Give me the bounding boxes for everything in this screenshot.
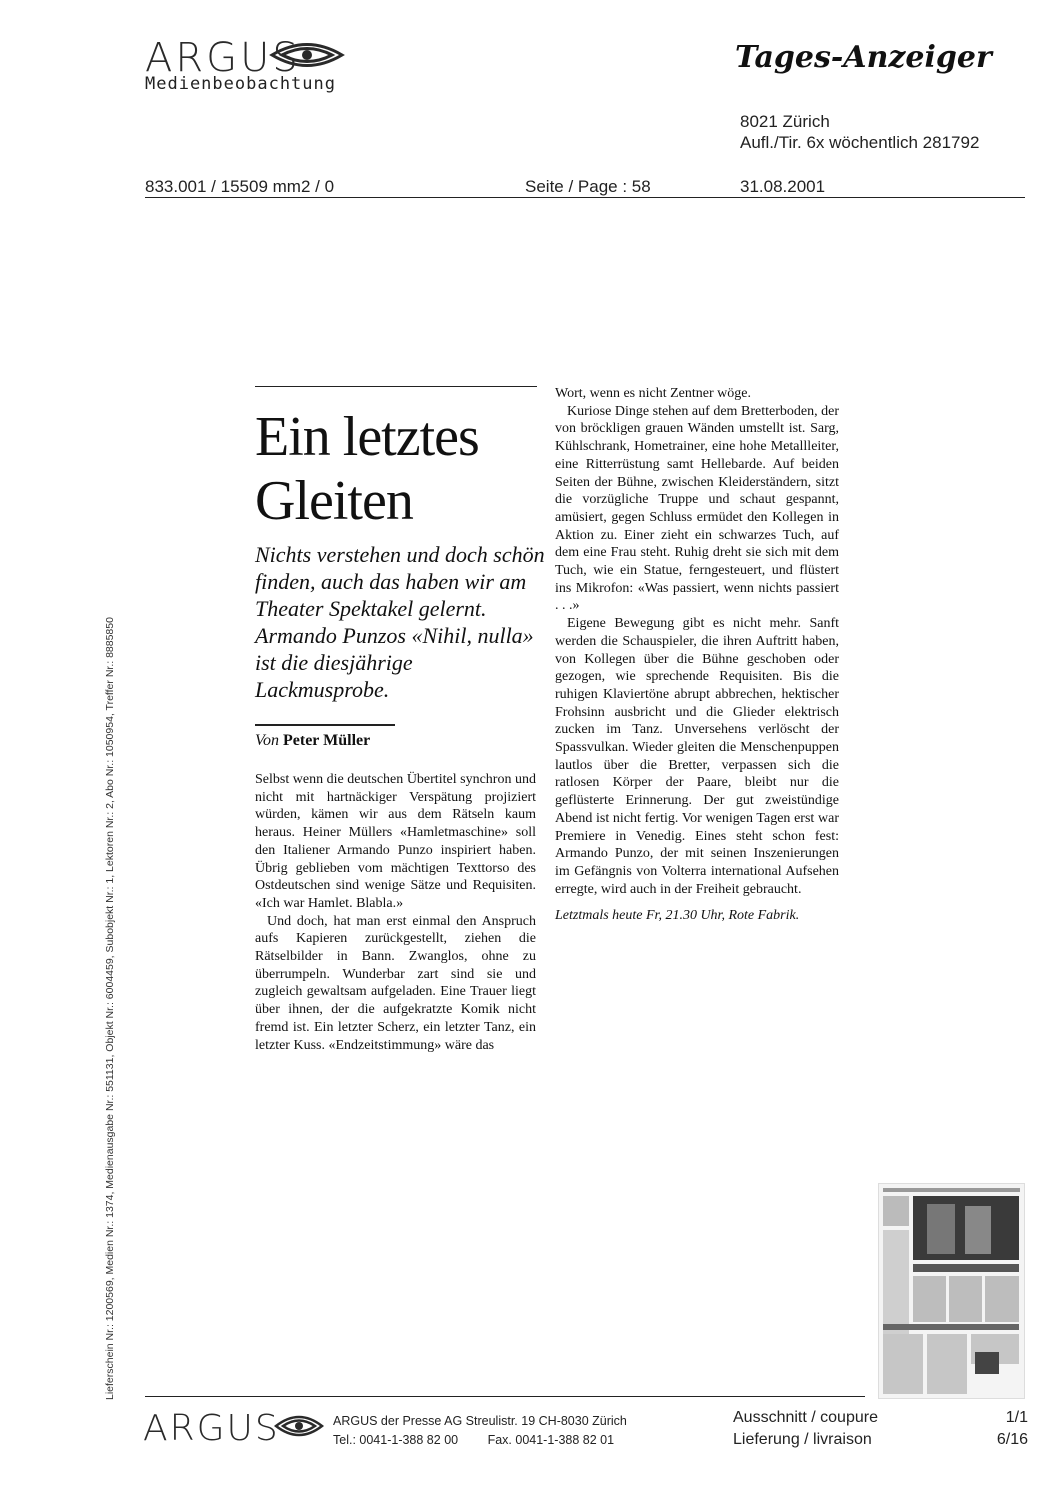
argus-logo: ARGUS xyxy=(145,35,301,81)
byline-author: Peter Müller xyxy=(283,732,371,749)
article-headline xyxy=(255,405,545,533)
byline-prefix: Von xyxy=(255,732,279,749)
column-top-rule xyxy=(255,386,537,387)
page-thumbnail xyxy=(878,1183,1025,1399)
footer-fax: Fax. 0041-1-388 82 01 xyxy=(487,1433,615,1447)
article-column-2 xyxy=(555,385,839,925)
article-lead: Nichts verstehen und doch schön finden, auch das haben wir am Theater Spektakel gelernt. Armando Punzos «Nihil, nulla» ist die diesjährige Lackmusprobe. xyxy=(255,542,545,702)
headline-line-2: Gleiten xyxy=(255,470,413,532)
paragraph: Eigene Bewegung gibt es nicht mehr. Sanft werden die Schauspieler, die ihren Auftritt haben, von Kollegen über die Bühne geschoben oder gezogen, wie sprechende Requisiten. Bis die ruhigen Klaviertöne abrupt abbrechen, hektischer Frohsinn ausbricht und die Glieder elektrisch zucken im Tanz. Unversehens verlöscht der Spassvulkan. Wieder gleiten die Menschenpuppen lautlos über die Bretter, verpassen sich die ratlosen Körper der Paare, bleibt nur die geflüsterte Erinnerung. Der gut zweistündige Abend ist nicht fertig. Vor wenigen Tagen erst war Premiere in Venedig. Eines steht schon fest: Armando Punzo, der mit seinen Inszenierungen im Gefängnis von Volterra international Aufsehen erregte, wird auch in der Freiheit gebraucht. xyxy=(555,616,839,897)
footer-contact xyxy=(333,1433,640,1447)
delivery-count: 6/16 xyxy=(996,1431,1028,1448)
thumbnail-image xyxy=(879,1184,1024,1398)
argus-subtitle: Medienbeobachtung xyxy=(145,74,336,94)
newspaper-name: Tages-Anzeiger xyxy=(735,40,992,75)
cut-count: 1/1 xyxy=(1005,1409,1028,1426)
footer-eye-logo-icon xyxy=(274,1412,324,1440)
article-column-1 xyxy=(255,771,536,1054)
newspaper-city: 8021 Zürich xyxy=(740,112,830,131)
performance-info: Letztmals heute Fr, 21.30 Uhr, Rote Fabrik. xyxy=(555,908,800,924)
delivery-metadata: Lieferschein Nr.: 1200569, Medien Nr.: 1374, Medienausgabe Nr.: 551131, Objekt Nr.: 6004459, Subobjekt Nr.: 1, Lektoren Nr.: 2, Abo Nr.: 1050954, Treffer Nr.: 8885850 xyxy=(104,617,116,1400)
paragraph: Kuriose Dinge stehen auf dem Bretterboden, der von bröckligen grauen Wänden umstellt ist. Sarg, Kühlschrank, Hometrainer, eine hohe Metallleiter, eine Ritterrüstung samt Hellebarde. Auf beiden Seiten der Bühne, zwischen Kleiderständern, sitzt die vorzügliche Truppe und schaut gespannt, amüsiert, gegen Schluss ermüdet den Kollegen in Aktion zu. Einer zieht ein schwarzes Tuch, auf dem eine Frau steht. Ruhig dreht sie sich mit dem Tuch, wie ein Statue, ferngesteuert, und flüstert ins Mikrofon: «Was passiert, wenn nichts passiert . . .» xyxy=(555,403,839,614)
paragraph: Und doch, hat man erst einmal den Anspruch aufs Kapieren zurückgestellt, ziehen die Rätselbilder in Bann. Zwanglos, ohne zu überrumpeln. Wunderbar zart sind sie und zugleich gewaltsam aufgeladen. Eine Trauer liegt über ihnen, der die aufgekratzte Komik nicht fremd ist. Ein letzter Scherz, ein letzter Tanz, ein letzter Kuss. «Endzeitstimmung» wäre das xyxy=(255,913,536,1053)
clip-reference: 833.001 / 15509 mm2 / 0 xyxy=(145,177,335,196)
eye-logo-icon xyxy=(268,40,346,70)
headline-line-1: Ein letztes xyxy=(255,406,479,468)
newspaper-logo xyxy=(735,40,992,75)
clip-date: 31.08.2001 xyxy=(740,177,826,196)
paragraph: Selbst wenn die deutschen Übertitel synchron und nicht mit hartnäckiger Verspätung projiziert würden, kämen wir aus dem Rätseln kaum heraus. Heiner Müllers «Hamletmaschine» soll den Italiener Armando Punzo inspiriert haben. Übrig geblieben vom mächtigen Texttorso des Ostdeutschen sind wenige Sätze und Requisiten. «Ich war Hamlet. Blabla.» xyxy=(255,772,536,911)
byline xyxy=(255,732,370,750)
newspaper-circulation: Aufl./Tir. 6x wöchentlich 281792 xyxy=(740,133,980,152)
delivery-label: Lieferung / livraison xyxy=(733,1431,872,1448)
footer-argus-logo: ARGUS xyxy=(143,1408,280,1449)
paragraph: Wort, wenn es nicht Zentner wöge. xyxy=(555,386,751,401)
byline-rule xyxy=(255,724,395,726)
footer-phone: Tel.: 0041-1-388 82 00 xyxy=(333,1433,459,1447)
footer-address: ARGUS der Presse AG Streulistr. 19 CH-8030 Zürich xyxy=(333,1414,627,1428)
page-number: Seite / Page : 58 xyxy=(525,177,651,196)
cut-label: Ausschnitt / coupure xyxy=(733,1409,878,1426)
header-rule xyxy=(145,197,1025,198)
footer-rule xyxy=(145,1396,865,1397)
